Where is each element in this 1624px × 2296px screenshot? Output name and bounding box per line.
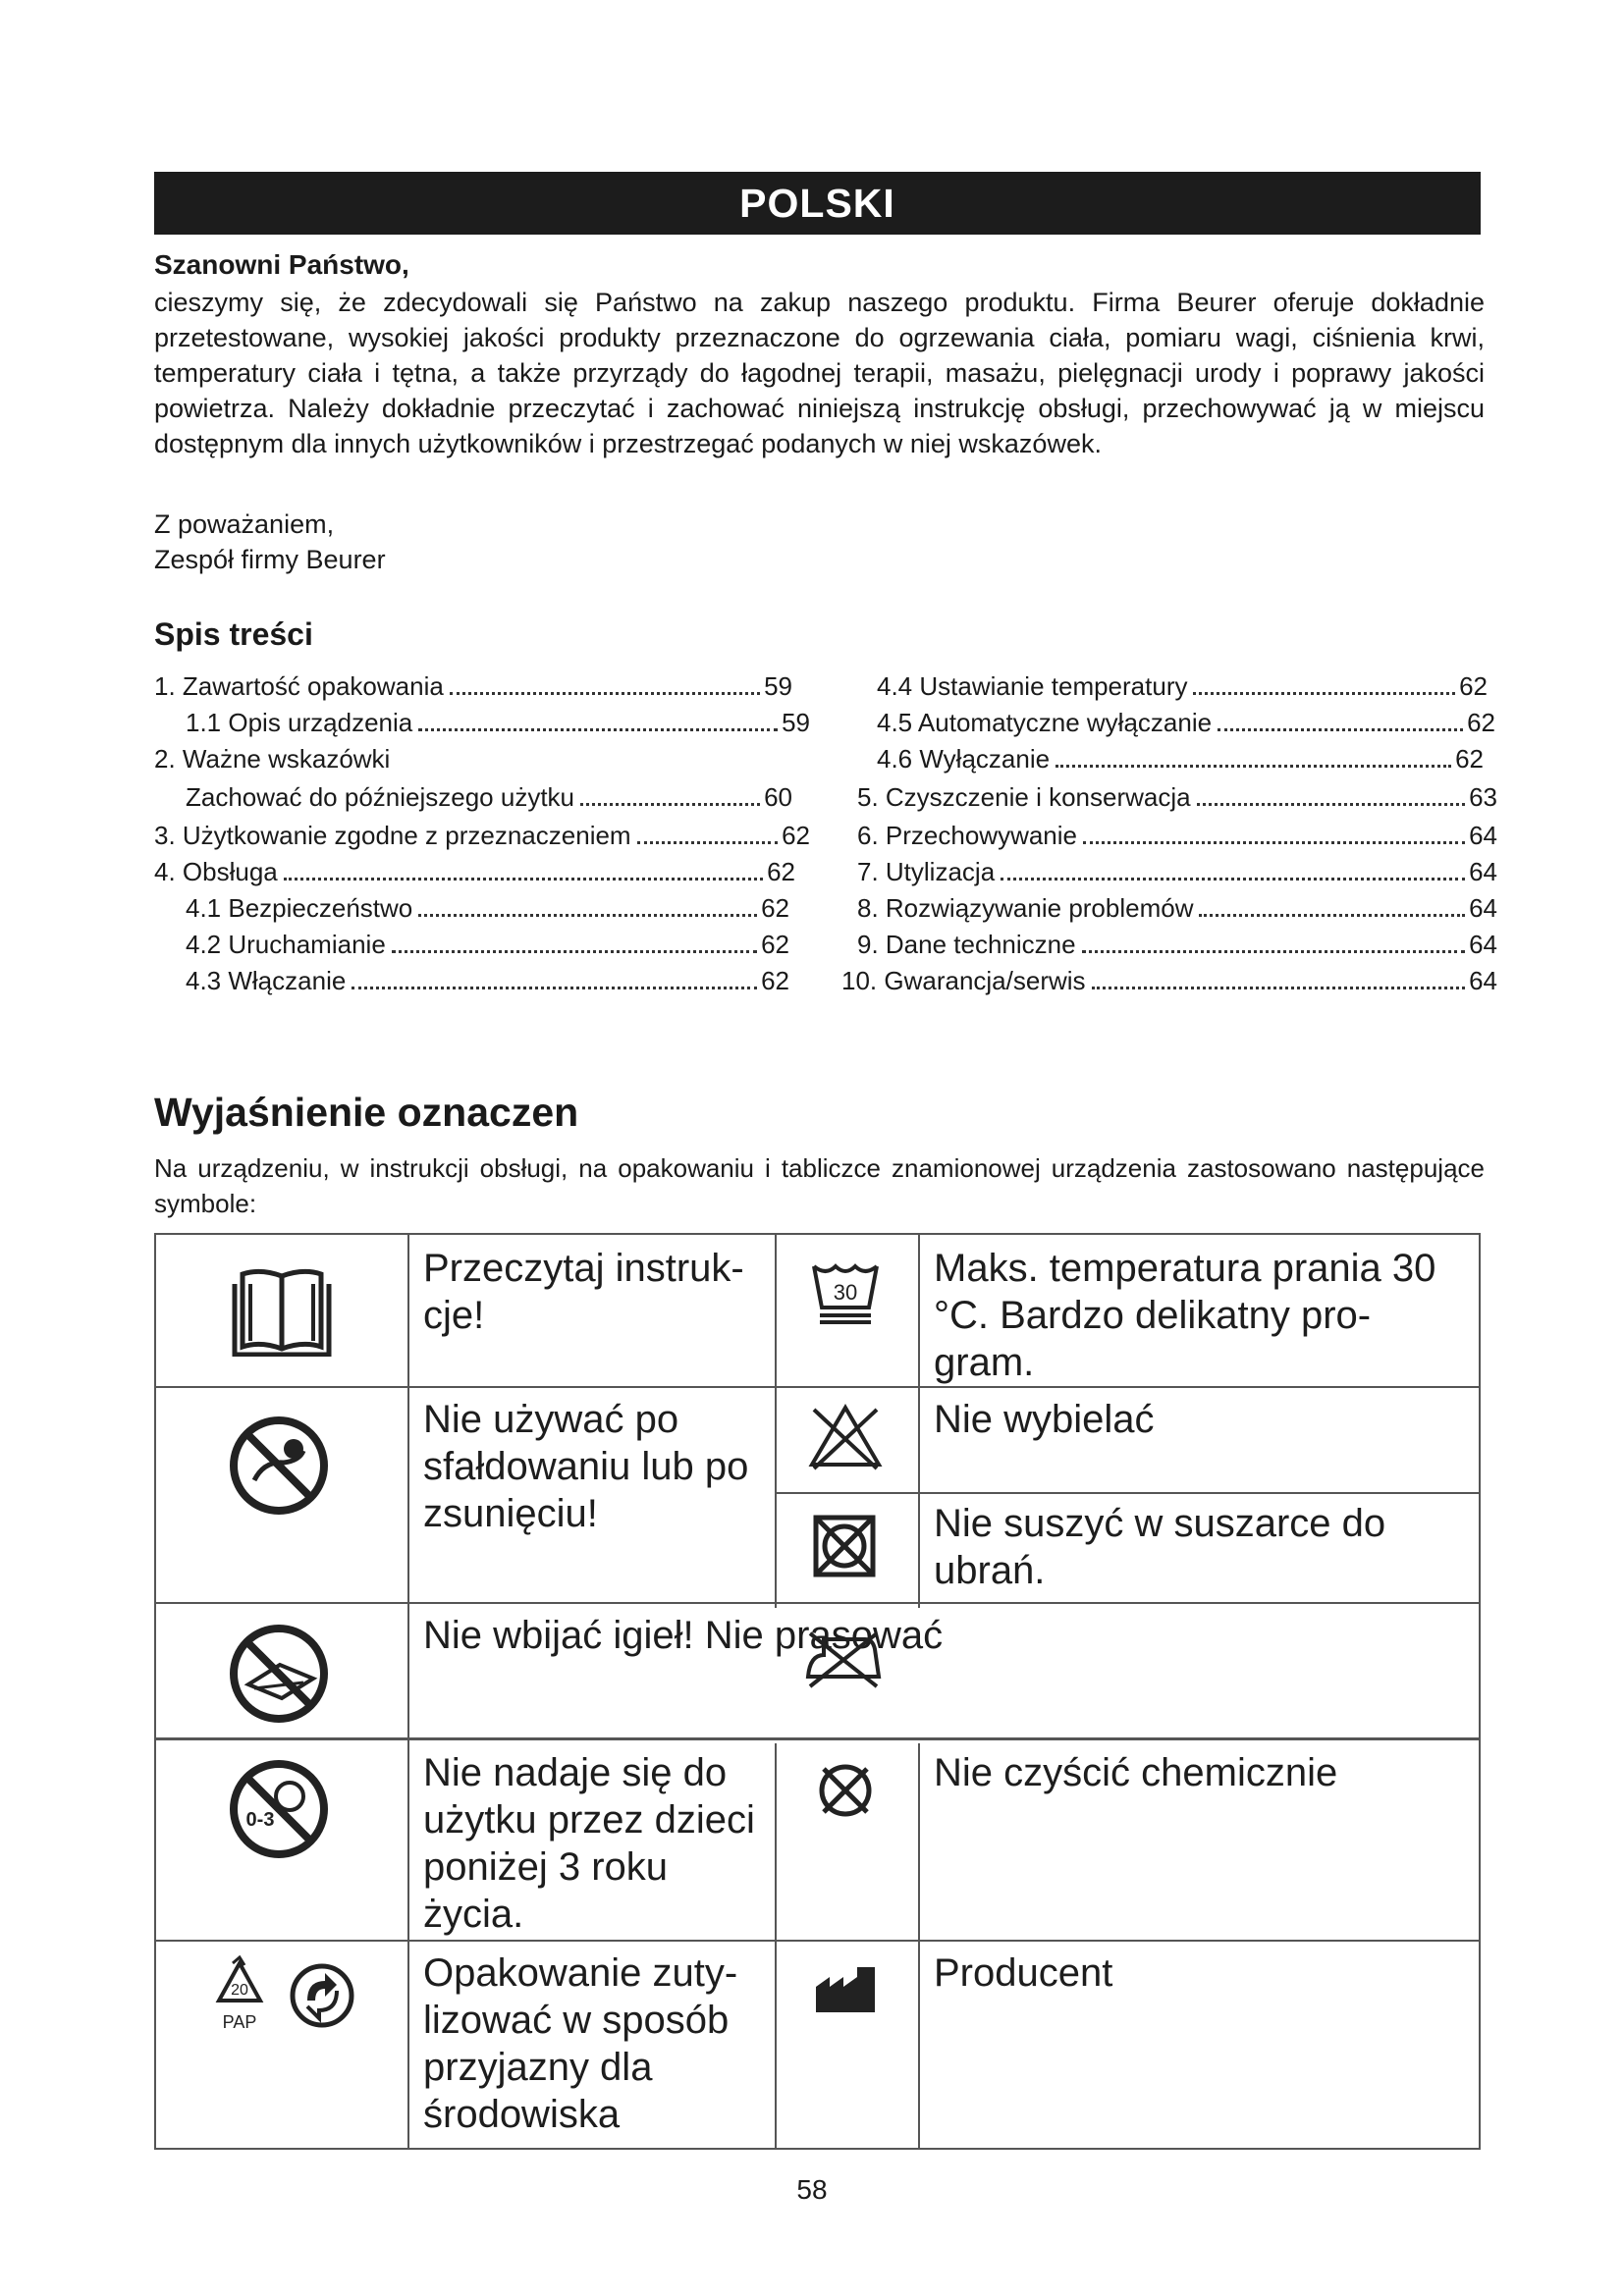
no-tumble-dry-text: Nie suszyć w suszarce do ubrań. [934, 1502, 1386, 1592]
no-dry-clean-text: Nie czyścić chemicznie [934, 1751, 1338, 1794]
not-for-children-text: Nie nadaje się do użytku przez dzieci poniżej 3 roku życia. [423, 1751, 755, 1936]
toc-item-label: 1. Zawartość opakowania [154, 671, 444, 701]
toc-item-label: 9. Dane techniczne [857, 930, 1076, 959]
closing: Z poważaniem, [154, 509, 335, 539]
toc-item-page: 59 [782, 708, 810, 737]
toc-title: Spis treści [154, 616, 313, 652]
greeting: Szanowni Państwo, [154, 249, 409, 280]
not-for-children-icon [225, 1755, 333, 1863]
toc-item[interactable] [877, 708, 1495, 743]
toc-item-label: 6. Przechowywanie [857, 821, 1077, 850]
toc-item-label: 4.2 Uruchamianie [186, 930, 386, 959]
no-needles-icon [225, 1620, 333, 1728]
toc-item[interactable] [154, 744, 792, 779]
toc-item[interactable] [877, 744, 1484, 779]
toc-item-page: 64 [1469, 821, 1497, 850]
toc-item[interactable] [154, 821, 810, 856]
no-tumble-dry-icon [810, 1512, 879, 1580]
toc-item[interactable] [186, 893, 789, 929]
recycle-code: 20 [231, 1982, 248, 1999]
toc-item[interactable] [857, 930, 1497, 965]
toc-item[interactable] [186, 708, 810, 743]
toc-item-page: 62 [782, 821, 810, 850]
toc-item-page: 62 [1459, 671, 1488, 701]
intro-paragraph: cieszymy się, że zdecydowali się Państwo na zakup naszego produktu. Firma Beurer oferuje dokładnie przetestowane, wysokiej jakości produkty przeznaczone do ogrzewania ciała, pomiaru wagi, ciśnienia krwi, temperatury ciała i tętna, a także przyrządy do łagodnej terapii, masażu, pielęgnacji urody i poprawy jakości powietrza. Należy dokładnie przeczytać i zachować niniejszą instrukcję obsługi, przechowywać ją w miejscu dostępnym dla innych użytkowników i przestrzegać podanych w niej wskazówek. [154, 288, 1485, 458]
wash-temp-value: 30 [833, 1280, 858, 1305]
toc-item-page: 59 [764, 671, 792, 701]
toc-item-label: 8. Rozwiązywanie problemów [857, 893, 1194, 923]
toc-item-page: 64 [1469, 966, 1497, 995]
toc-item-page: 62 [767, 857, 795, 886]
toc-item-page: 62 [761, 893, 789, 923]
wash-30-icon [808, 1255, 883, 1325]
toc-item-page: 64 [1469, 857, 1497, 886]
toc-item-page: 62 [1455, 744, 1484, 774]
no-iron-icon [802, 1626, 885, 1694]
toc-item-label: 10. Gwarancja/serwis [841, 966, 1086, 995]
toc-item-page: 62 [1467, 708, 1495, 737]
symbols-intro: Na urządzeniu, w instrukcji obsługi, na opakowaniu i tabliczce znamionowej urządzenia zastosowano następujące symbole: [154, 1153, 1485, 1218]
toc-item-label: 4.3 Włączanie [186, 966, 347, 995]
symbols-table [154, 1233, 1481, 2150]
toc-item-page: 64 [1469, 893, 1497, 923]
toc-item[interactable] [857, 782, 1497, 818]
toc-item-page: 62 [761, 930, 789, 959]
signature: Zespół firmy Beurer [154, 545, 386, 574]
symbols-title: Wyjaśnienie oznaczen [154, 1090, 579, 1135]
read-instructions-icon [231, 1262, 333, 1357]
toc-item[interactable] [154, 671, 792, 707]
toc-item[interactable] [841, 966, 1497, 1001]
toc-item-page: 62 [761, 966, 789, 995]
toc-item-page: 64 [1469, 930, 1497, 959]
max-wash-temp-text: Maks. temperatura prania 30 °C. Bardzo delikatny pro- gram. [934, 1247, 1436, 1384]
toc-item[interactable] [857, 821, 1497, 856]
toc-item-label: 4.5 Automatyczne wyłączanie [877, 708, 1213, 737]
toc-item[interactable] [186, 966, 789, 1001]
green-dot-icon [288, 1961, 356, 2030]
toc-item-label: 3. Użytkowanie zgodne z przeznaczeniem [154, 821, 631, 850]
page-number: 58 [796, 2174, 828, 2205]
toc-item-label: 2. Ważne wskazówki [154, 744, 391, 774]
no-bleach-text: Nie wybielać [934, 1398, 1155, 1441]
no-needles-no-iron-text: Nie wbijać igieł! Nie prasować [423, 1614, 944, 1657]
toc-item-page: 60 [764, 782, 792, 812]
toc-item[interactable] [877, 671, 1488, 707]
no-bleach-icon [808, 1402, 883, 1470]
toc-item-label: 4. Obsługa [154, 857, 278, 886]
toc-item-label: 1.1 Opis urządzenia [186, 708, 413, 737]
toc-item-label: 4.1 Bezpieczeństwo [186, 893, 413, 923]
manufacturer-icon [814, 1965, 877, 2014]
toc-item[interactable] [186, 782, 792, 818]
toc-item-label: 4.6 Wyłączanie [877, 744, 1051, 774]
toc-item-page: 63 [1469, 782, 1497, 812]
no-dry-clean-icon [814, 1759, 877, 1822]
toc-item-label: 4.4 Ustawianie temperatury [877, 671, 1188, 701]
packaging-disposal-text: Opakowanie zuty- lizować w sposób przyjazny dla środowiska [423, 1951, 738, 2136]
no-folding-icon [225, 1412, 333, 1520]
toc-item[interactable] [186, 930, 789, 965]
toc-item-label: 5. Czyszczenie i konserwacja [857, 782, 1191, 812]
recycle-material: PAP [222, 2012, 257, 2032]
toc-item[interactable] [857, 893, 1497, 929]
language-banner: POLSKI [154, 172, 1481, 235]
age-label: 0-3 [245, 1809, 275, 1831]
no-folded-use-text: Nie używać po sfałdowaniu lub po zsunięciu! [423, 1398, 749, 1535]
manufacturer-text: Producent [934, 1951, 1113, 1995]
recycle-pap-icon [205, 1955, 274, 2038]
toc-item[interactable] [154, 857, 795, 892]
read-instructions-text: Przeczytaj instruk- cje! [423, 1247, 744, 1337]
toc-item-label: Zachować do późniejszego użytku [186, 782, 575, 812]
toc-item-label: 7. Utylizacja [857, 857, 996, 886]
signature-block [154, 507, 386, 577]
toc-item[interactable] [857, 857, 1497, 892]
